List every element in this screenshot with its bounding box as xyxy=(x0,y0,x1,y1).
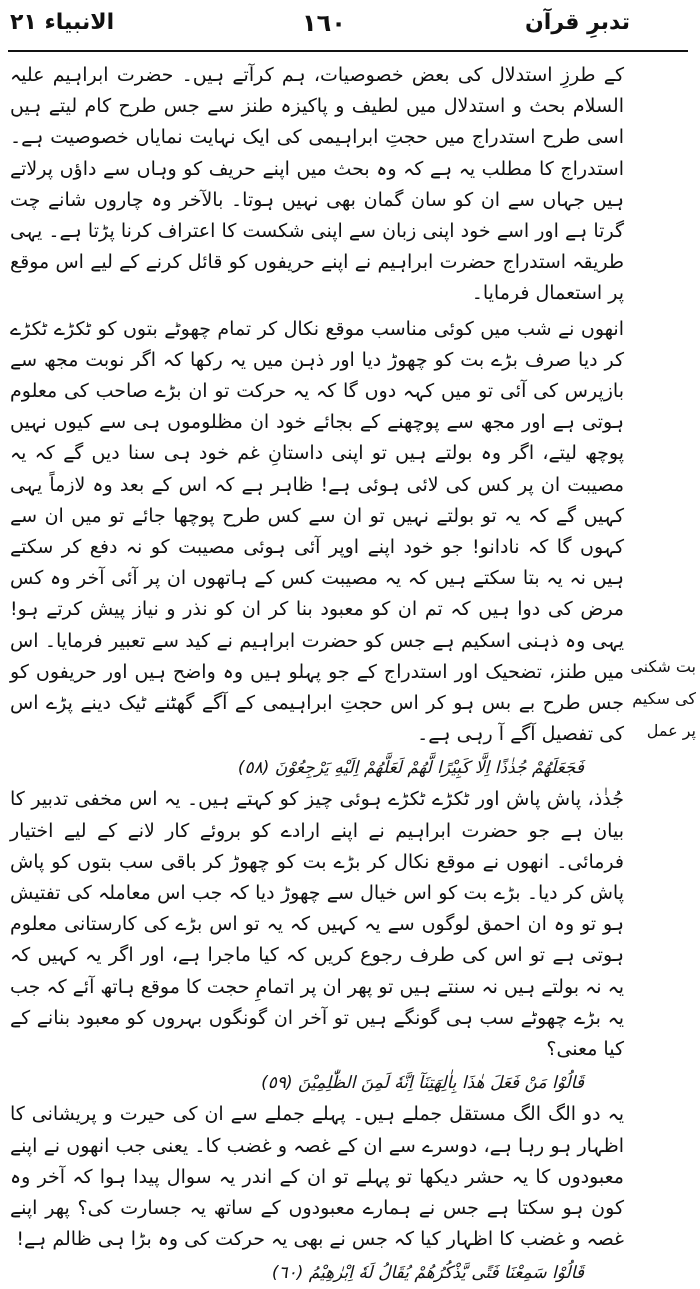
sidenote-line: کی سکیم xyxy=(632,689,696,708)
paragraph: جُذٰذ، پاش پاش اور ٹکڑے ٹکڑے ہوئی چیز کو کہتے ہیں۔ یہ اس مخفی تدبیر کا بیان ہے جو حضرت ابراہیم نے اپنے ارادے کو بروئے کار لانے کے لیے اختیار فرمائی۔ انھوں نے موقع نکال کر بڑے بت کو چھوڑ کر باقی سب بتوں کو پاش پاش کر دیا۔ بڑے بت کو اس خیال سے چھوڑ دیا کہ جب اس معاملہ کی تفتیش ہو تو وہ ان احمق لوگوں سے یہ کہیں کہ یہ تو اس بڑے کی کارستانی معلوم ہوتی ہے تو اس کی طرف رجوع کریں کہ کیا ماجرا ہے، اور اگر یہ کہیں کہ یہ نہ بولتے ہیں نہ سنتے ہیں تو پھر ان پر اتمامِ حجت کا موقع ہاتھ آئے کہ جب یہ بڑے چھوٹے سب ہی گونگے ہیں تو آخر ان گونگوں بہروں کو معبود بنانے کے کیا معنی؟ xyxy=(10,788,624,1061)
quran-verse-60: قَالُوْا سَمِعْنَا فَتًى يَّذْكُرُهُمْ يُقَالُ لَهٗ اِبْرٰهِيْمُ (٦٠) xyxy=(271,1263,584,1284)
surah-name: الانبياء ٢١ xyxy=(10,10,115,35)
commentary-body xyxy=(10,60,624,1289)
paragraph: کے طرزِ استدلال کی بعض خصوصیات، ہم کرآتے ہیں۔ حضرت ابراہیم علیہ السلام بحث و استدلال میں لطیف و پاکیزہ طنز سے جس طرح کام لیتے ہیں اسی طرح استدراج میں حجتِ ابراہیمی کی ایک نہایت نمایاں خصوصیت ہے۔ استدراج کا مطلب یہ ہے کہ وہ بحث میں اپنے حریف کو وہاں سے داؤں پرلاتے ہیں جہاں سے ان کو سان گمان بھی نہیں ہوتا۔ بالآخر وہ چاروں شانے چت گرتا ہے اور اسے خود اپنی زبان سے اپنی شکست کا اعتراف کرنا پڑتا ہے۔ یہی طریقہ استدراج حضرت ابراہیم نے اپنے حریفوں کو قائل کرنے کے لیے اس موقع پر استعمال فرمایا۔ xyxy=(10,64,624,305)
quran-verse-58: فَجَعَلَهُمْ جُذٰذًا اِلَّا كَبِيْرًا لَّهُمْ لَعَلَّهُمْ اِلَيْهِ يَرْجِعُوْنَ (٥٨) xyxy=(237,758,584,779)
paragraph: یہ دو الگ الگ مستقل جملے ہیں۔ پہلے جملے سے ان کی حیرت و پریشانی کا اظہار ہو رہا ہے، دوسرے سے ان کے غصہ و غضب کا۔ یعنی جب انھوں نے اپنے معبودوں کا یہ حشر دیکھا تو پہلے تو ان کے اندر یہ سوال پیدا ہوا کہ آخر وہ کون ہو سکتا ہے جس نے ہمارے معبودوں کے ساتھ یہ جسارت کی؟ پھر اپنے غصہ و غضب کا اظہار کیا کہ جس نے بھی یہ حرکت کی وہ بڑا ہی ظالم ہے! xyxy=(10,1103,624,1251)
sidenote-line: پر عمل xyxy=(646,721,696,740)
page-number: ١٦٠ xyxy=(302,9,346,37)
sidenote-line: بت شکنی xyxy=(630,657,696,676)
margin-sidenote xyxy=(630,651,696,747)
paragraph: انھوں نے شب میں کوئی مناسب موقع نکال کر تمام چھوٹے بتوں کو ٹکڑے ٹکڑے کر دیا صرف بڑے بت کو چھوڑ دیا اور ذہن میں یہ رکھا کہ اگر نوبت مجھ سے بازپرس کی آئی تو میں کہہ دوں گا کہ یہ حرکت تو ان بڑے صاحب کی معلوم ہوتی ہے اور مجھ سے پوچھنے کے بجائے خود ان مظلوموں ہی سے کیوں نہیں پوچھ لیتے، اگر وہ بولتے ہیں تو اپنی داستانِ غم خود ہی سنا دیں گے کہ یہ مصیبت ان پر کس کی لائی ہوئی ہے! ظاہر ہے کہ اس کے بعد وہ لازماً یہی کہیں گے کہ یہ تو بولتے نہیں تو ان سے کس طرح پوچھا جائے تو میں ان سے کہوں گا کہ نادانو! جو خود اپنے اوپر آئی ہوئی مصیبت کو نہ دفع کر سکتے ہیں نہ یہ بتا سکتے ہیں کہ یہ مصیبت کس کے ہاتھوں ان پر آئی آخر وہ کس مرض کی دوا ہیں کہ تم ان کو معبود بنا کر ان کو نذر و نیاز پیش کرتے ہو! یہی وہ ذہنی اسکیم ہے جس کو حضرت ابراہیم نے کید سے تعبیر فرمایا۔ اس میں طنز، تضحیک اور استدراج کے جو پہلو ہیں وہ واضح ہیں اور حریفوں کو جس طرح بے بس ہو کر اس حجتِ ابراہیمی کے آگے گھٹنے ٹیک دینے پڑے اس کی تفصیل آگے آ رہی ہے۔ xyxy=(10,317,624,746)
book-title: تدبرِ قرآن xyxy=(525,10,630,35)
quran-verse-59: قَالُوْا مَنْ فَعَلَ هٰذَا بِاٰلِهَتِنَآ اِنَّهٗ لَمِنَ الظّٰلِمِيْنَ (٥٩) xyxy=(261,1073,584,1094)
header-rule xyxy=(8,50,688,52)
